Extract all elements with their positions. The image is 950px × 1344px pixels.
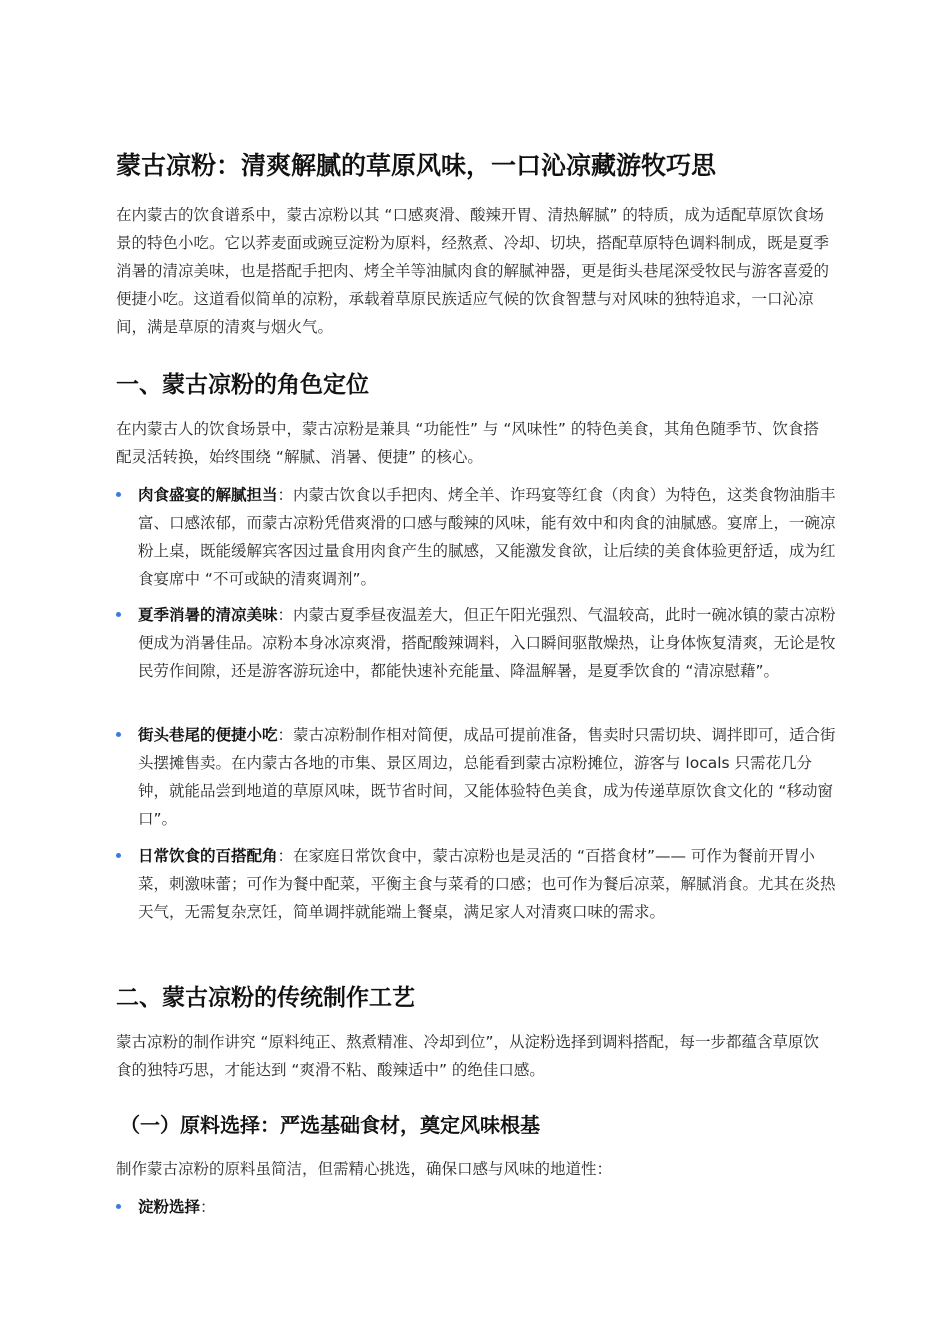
bullet-dot-icon	[116, 612, 121, 617]
list-item-term: 淀粉选择	[138, 1198, 201, 1216]
list-item	[116, 842, 836, 926]
bullet-dot-icon	[116, 732, 121, 737]
list-item-desc: ：	[200, 1198, 216, 1216]
list-item-term: 街头巷尾的便捷小吃	[138, 726, 278, 744]
section-1-heading: 一、蒙古凉粉的角色定位	[116, 372, 369, 398]
section-2-lead: 蒙古凉粉的制作讲究 “原料纯正、熬煮精准、冷却到位”，从淀粉选择到调料搭配，每一步都蕴含草原饮食的独特巧思，才能达到 “爽滑不粘、酸辣适中” 的绝佳口感。	[116, 1033, 819, 1079]
list-item-desc: ：内蒙古夏季昼夜温差大，但正午阳光强烈、气温较高，此时一碗冰镇的蒙古凉粉便成为消暑佳品。凉粉本身冰凉爽滑，搭配酸辣调料，入口瞬间驱散燥热，让身体恢复清爽，无论是牧民劳作间隙，还是游客游玩途中，都能快速补充能量、降温解暑，是夏季饮食的 “清凉慰藉”。	[138, 606, 836, 680]
page-title: 蒙古凉粉：清爽解腻的草原风味，一口沁凉藏游牧巧思	[116, 151, 717, 180]
list-item-term: 日常饮食的百搭配角	[138, 847, 278, 865]
bullet-dot-icon	[116, 1204, 121, 1209]
list-item	[116, 721, 836, 833]
section-1-lead: 在内蒙古人的饮食场景中，蒙古凉粉是兼具 “功能性” 与 “风味性” 的特色美食，其角色随季节、饮食搭配灵活转换，始终围绕 “解腻、消暑、便捷” 的核心。	[116, 420, 819, 466]
list-item-term: 肉食盛宴的解腻担当	[138, 486, 278, 504]
bullet-dot-icon	[116, 853, 121, 858]
list-item-desc: ：在家庭日常饮食中，蒙古凉粉也是灵活的 “百搭食材”—— 可作为餐前开胃小菜，刺激味蕾；可作为餐中配菜，平衡主食与菜肴的口感；也可作为餐后凉菜，解腻消食。尤其在炎热天气，无需复杂烹饪，简单调拌就能端上餐桌，满足家人对清爽口味的需求。	[138, 847, 836, 921]
list-item-desc: ：蒙古凉粉制作相对简便，成品可提前准备，售卖时只需切块、调拌即可，适合街头摆摊售卖。在内蒙古各地的市集、景区周边，总能看到蒙古凉粉摊位，游客与 locals 只需花几分钟，就能品尝到地道的草原风味，既节省时间，又能体验特色美食，成为传递草原饮食文化的 “移动窗口”。	[138, 726, 836, 828]
subsection-lead: 制作蒙古凉粉的原料虽简洁，但需精心挑选，确保口感与风味的地道性：	[116, 1160, 613, 1178]
list-item-desc: ：内蒙古饮食以手把肉、烤全羊、诈玛宴等红食（肉食）为特色，这类食物油脂丰富、口感浓郁，而蒙古凉粉凭借爽滑的口感与酸辣的风味，能有效中和肉食的油腻感。宴席上，一碗凉粉上桌，既能缓解宾客因过量食用肉食产生的腻感，又能激发食欲，让后续的美食体验更舒适，成为红食宴席中 “不可或缺的清爽调剂”。	[138, 486, 836, 588]
list-item	[116, 601, 836, 685]
list-item-term: 夏季消暑的清凉美味	[138, 606, 278, 624]
section-2-heading: 二、蒙古凉粉的传统制作工艺	[116, 985, 415, 1011]
list-item	[116, 481, 836, 593]
intro-paragraph: 在内蒙古的饮食谱系中，蒙古凉粉以其 “口感爽滑、酸辣开胃、清热解腻” 的特质，成为适配草原饮食场景的特色小吃。它以荞麦面或豌豆淀粉为原料，经熬煮、冷却、切块，搭配草原特色调料制成，既是夏季消暑的清凉美味，也是搭配手把肉、烤全羊等油腻肉食的解腻神器，更是街头巷尾深受牧民与游客喜爱的便捷小吃。这道看似简单的凉粉，承载着草原民族适应气候的饮食智慧与对风味的独特追求，一口沁凉间，满是草原的清爽与烟火气。	[116, 206, 830, 336]
bullet-dot-icon	[116, 492, 121, 497]
subsection-heading: （一）原料选择：严选基础食材，奠定风味根基	[120, 1113, 540, 1137]
list-item	[116, 1193, 836, 1221]
